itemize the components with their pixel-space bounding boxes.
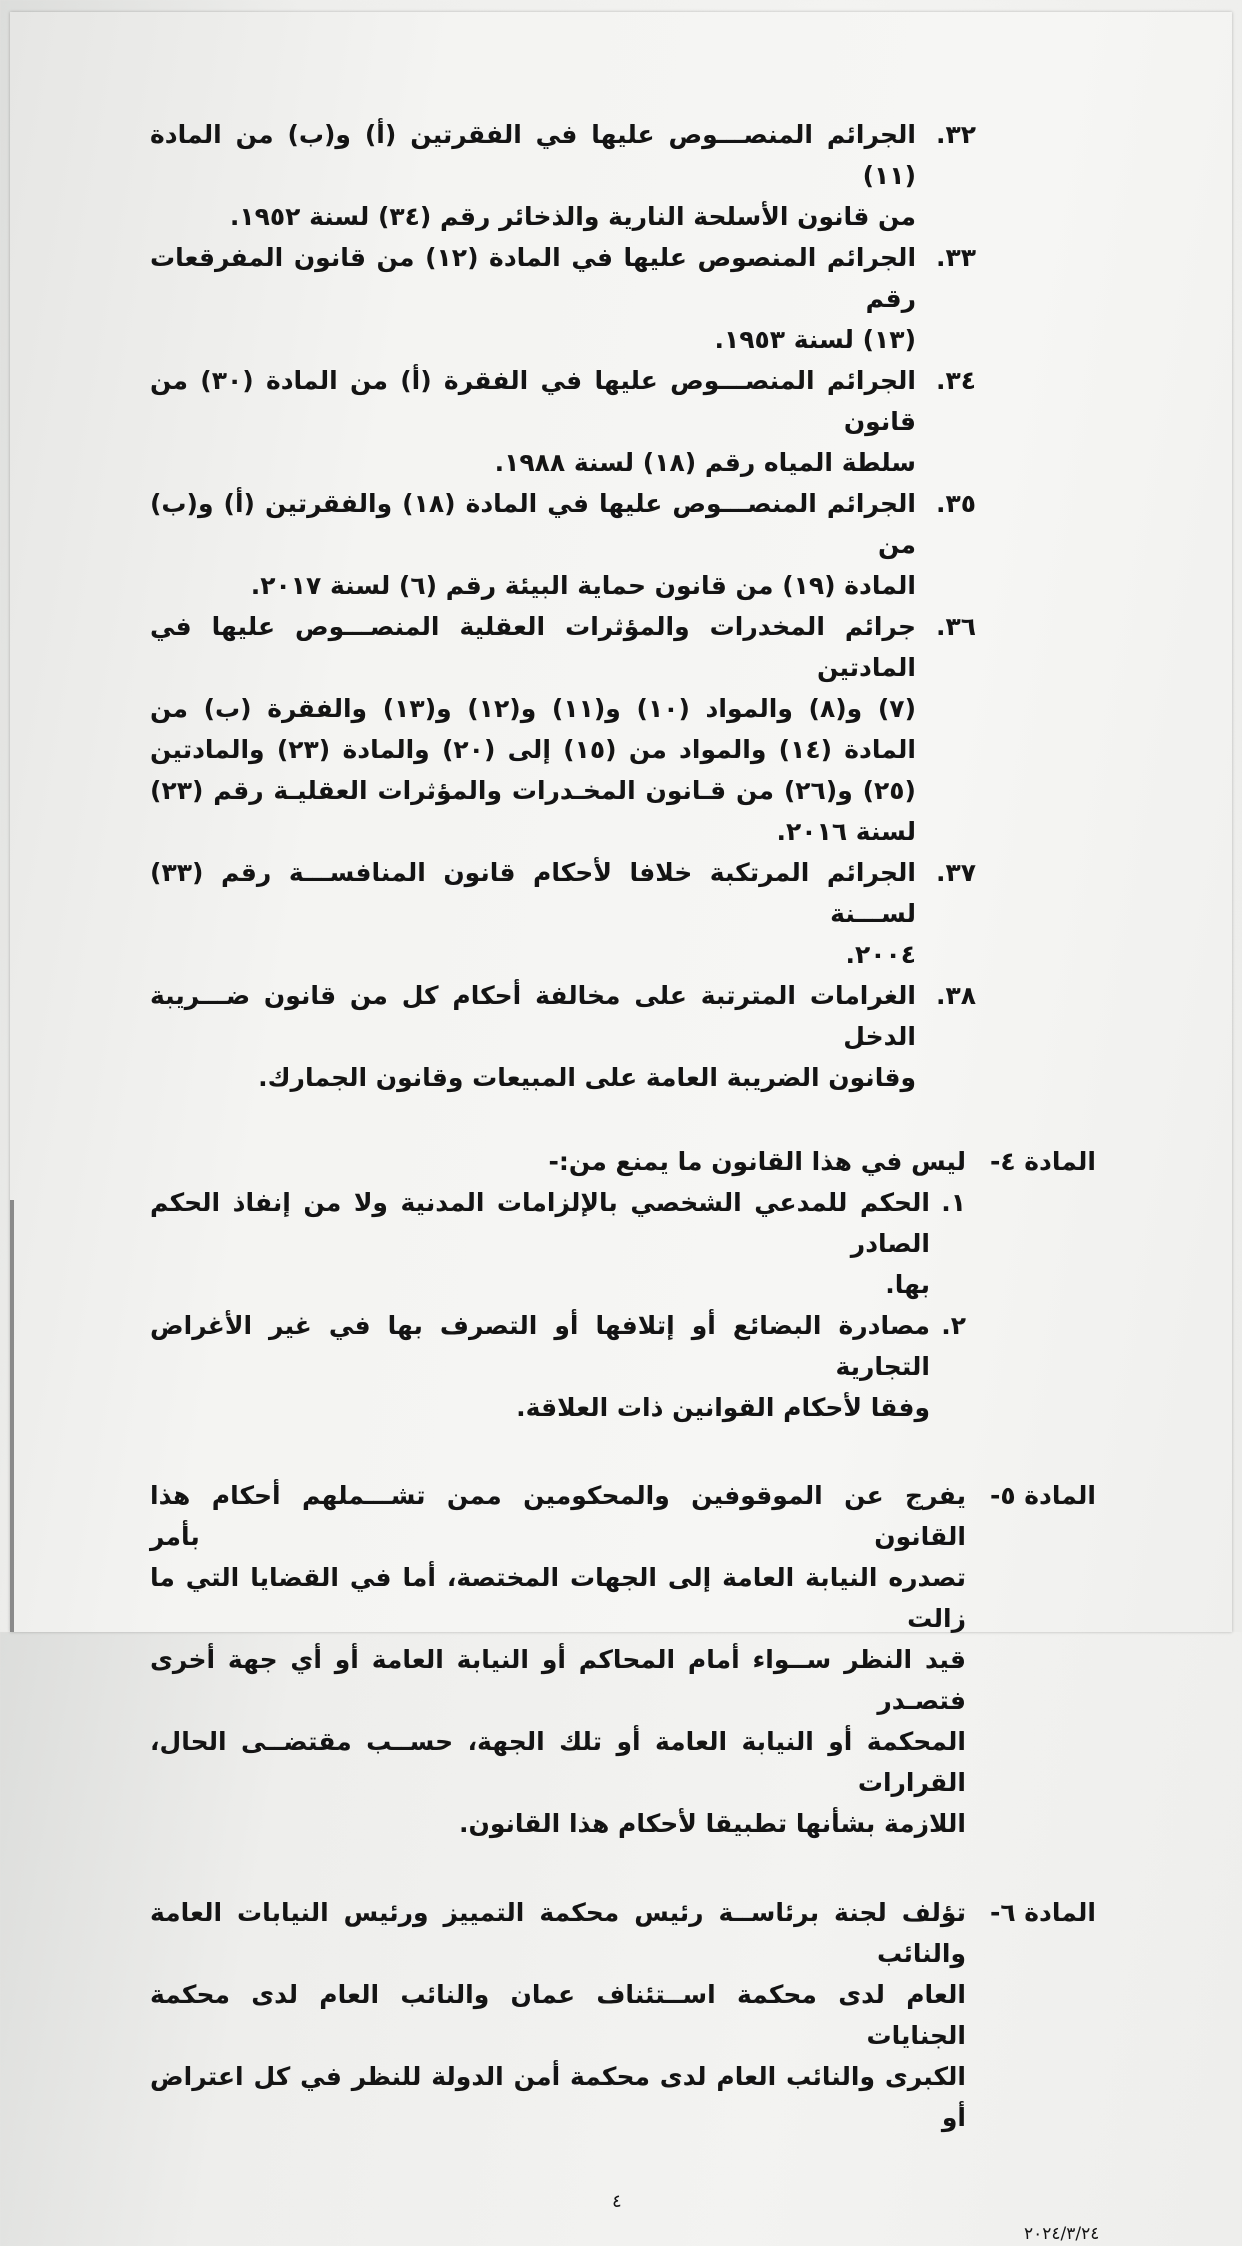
list-item [150, 483, 976, 606]
list-item-line: جرائم المخدرات والمؤثرات العقلية المنصـــوص عليها في المادتين [150, 612, 916, 682]
list-item-line: الجرائم المنصـــوص عليها في الفقرتين (أ) و(ب) من المادة (١١) [150, 120, 916, 190]
article-4-item [150, 1182, 966, 1305]
list-item-number: ٣٤. [935, 366, 976, 395]
page-footer [150, 2190, 1100, 2246]
list-item-line: لسنة ٢٠١٦. [776, 817, 916, 846]
page-edge [10, 1200, 14, 1632]
article-6-label: المادة ٦- [989, 1898, 1096, 1927]
article-6-line: العام لدى محكمة اســتئناف عمان والنائب العام لدى محكمة الجنايات [150, 1980, 966, 2050]
article-4-item-number: ٢. [941, 1311, 966, 1340]
list-item-line: ٢٠٠٤. [845, 940, 916, 969]
list-item-number: ٣٧. [935, 858, 976, 887]
article-4-items [150, 1182, 966, 1428]
list-item-number: ٣٢. [935, 120, 976, 149]
numbered-list [150, 114, 976, 1098]
article-5 [150, 1475, 1096, 1844]
footer-date: ٢٠٢٤/٣/٢٤ [1024, 2224, 1100, 2244]
list-item-line: (٢٥) و(٢٦) من قـانون المخـدرات والمؤثرات العقليـة رقم (٢٣) [150, 776, 916, 805]
list-item-line: سلطة المياه رقم (١٨) لسنة ١٩٨٨. [494, 448, 916, 477]
article-5-line: قيد النظر ســواء أمام المحاكم أو النيابة العامة أو أي جهة أخرى فتصـدر [150, 1645, 966, 1715]
list-item-number: ٣٨. [935, 981, 976, 1010]
article-4-item-number: ١. [941, 1188, 966, 1217]
list-item-line: الجرائم المرتكبة خلافا لأحكام قانون المنافســـة رقم (٣٣) لســـنة [150, 858, 916, 928]
article-6 [150, 1892, 1096, 2138]
article-4-intro: ليس في هذا القانون ما يمنع من:- [548, 1147, 966, 1176]
list-item-number: ٣٣. [935, 243, 976, 272]
list-item-line: الجرائم المنصـــوص عليها في الفقرة (أ) من المادة (٣٠) من قانون [150, 366, 916, 436]
list-item [150, 852, 976, 975]
list-item-line: وقانون الضريبة العامة على المبيعات وقانون الجمارك. [258, 1063, 916, 1092]
article-4-item-line: وفقا لأحكام القوانين ذات العلاقة. [516, 1393, 930, 1422]
list-item [150, 360, 976, 483]
list-item-line: (١٣) لسنة ١٩٥٣. [714, 325, 916, 354]
page-number: ٤ [612, 2191, 622, 2212]
article-6-line: تؤلف لجنة برئاســة رئيس محكمة التمييز ورئيس النيابات العامة والنائب [150, 1898, 966, 1968]
article-4-label: المادة ٤- [989, 1147, 1096, 1176]
list-item [150, 237, 976, 360]
article-5-line: المحكمة أو النيابة العامة أو تلك الجهة، حســب مقتضــى الحال، القرارات [150, 1727, 966, 1797]
list-item-line: المادة (١٤) والمواد من (١٥) إلى (٢٠) والمادة (٢٣) والمادتين [150, 735, 916, 764]
article-4-item-line: مصادرة البضائع أو إتلافها أو التصرف بها في غير الأغراض التجارية [150, 1311, 930, 1381]
list-item-line: الغرامات المترتبة على مخالفة أحكام كل من قانون ضـــريبة الدخل [150, 981, 916, 1051]
list-item-line: من قانون الأسلحة النارية والذخائر رقم (٣٤) لسنة ١٩٥٢. [229, 202, 916, 231]
article-5-line: يفرج عن الموقوفين والمحكومين ممن تشـــملهم أحكام هذا القانون بأمر [150, 1481, 966, 1551]
article-4-item-line: بها. [885, 1270, 930, 1299]
list-item-line: (٧) و(٨) والمواد (١٠) و(١١) و(١٢) و(١٣) والفقرة (ب) من [150, 694, 916, 723]
article-4-item-line: الحكم للمدعي الشخصي بالإلزامات المدنية ولا من إنفاذ الحكم الصادر [150, 1188, 930, 1258]
list-item [150, 975, 976, 1098]
list-item-line: المادة (١٩) من قانون حماية البيئة رقم (٦) لسنة ٢٠١٧. [250, 571, 916, 600]
list-item-number: ٣٦. [935, 612, 976, 641]
document-body [150, 114, 1100, 2246]
list-item-number: ٣٥. [935, 489, 976, 518]
article-6-line: الكبرى والنائب العام لدى محكمة أمن الدولة للنظر في كل اعتراض أو [150, 2062, 966, 2132]
list-item-line: الجرائم المنصوص عليها في المادة (١٢) من قانون المفرقعات رقم [150, 243, 917, 313]
list-item [150, 114, 976, 237]
article-5-line: تصدره النيابة العامة إلى الجهات المختصة، أما في القضايا التي ما زالت [150, 1563, 966, 1633]
list-item [150, 606, 976, 852]
article-4 [150, 1141, 1096, 1428]
article-4-item [150, 1305, 966, 1428]
list-item-line: الجرائم المنصـــوص عليها في المادة (١٨) والفقرتين (أ) و(ب) من [150, 489, 916, 559]
article-5-line: اللازمة بشأنها تطبيقا لأحكام هذا القانون. [459, 1809, 966, 1838]
article-5-label: المادة ٥- [989, 1481, 1096, 1510]
